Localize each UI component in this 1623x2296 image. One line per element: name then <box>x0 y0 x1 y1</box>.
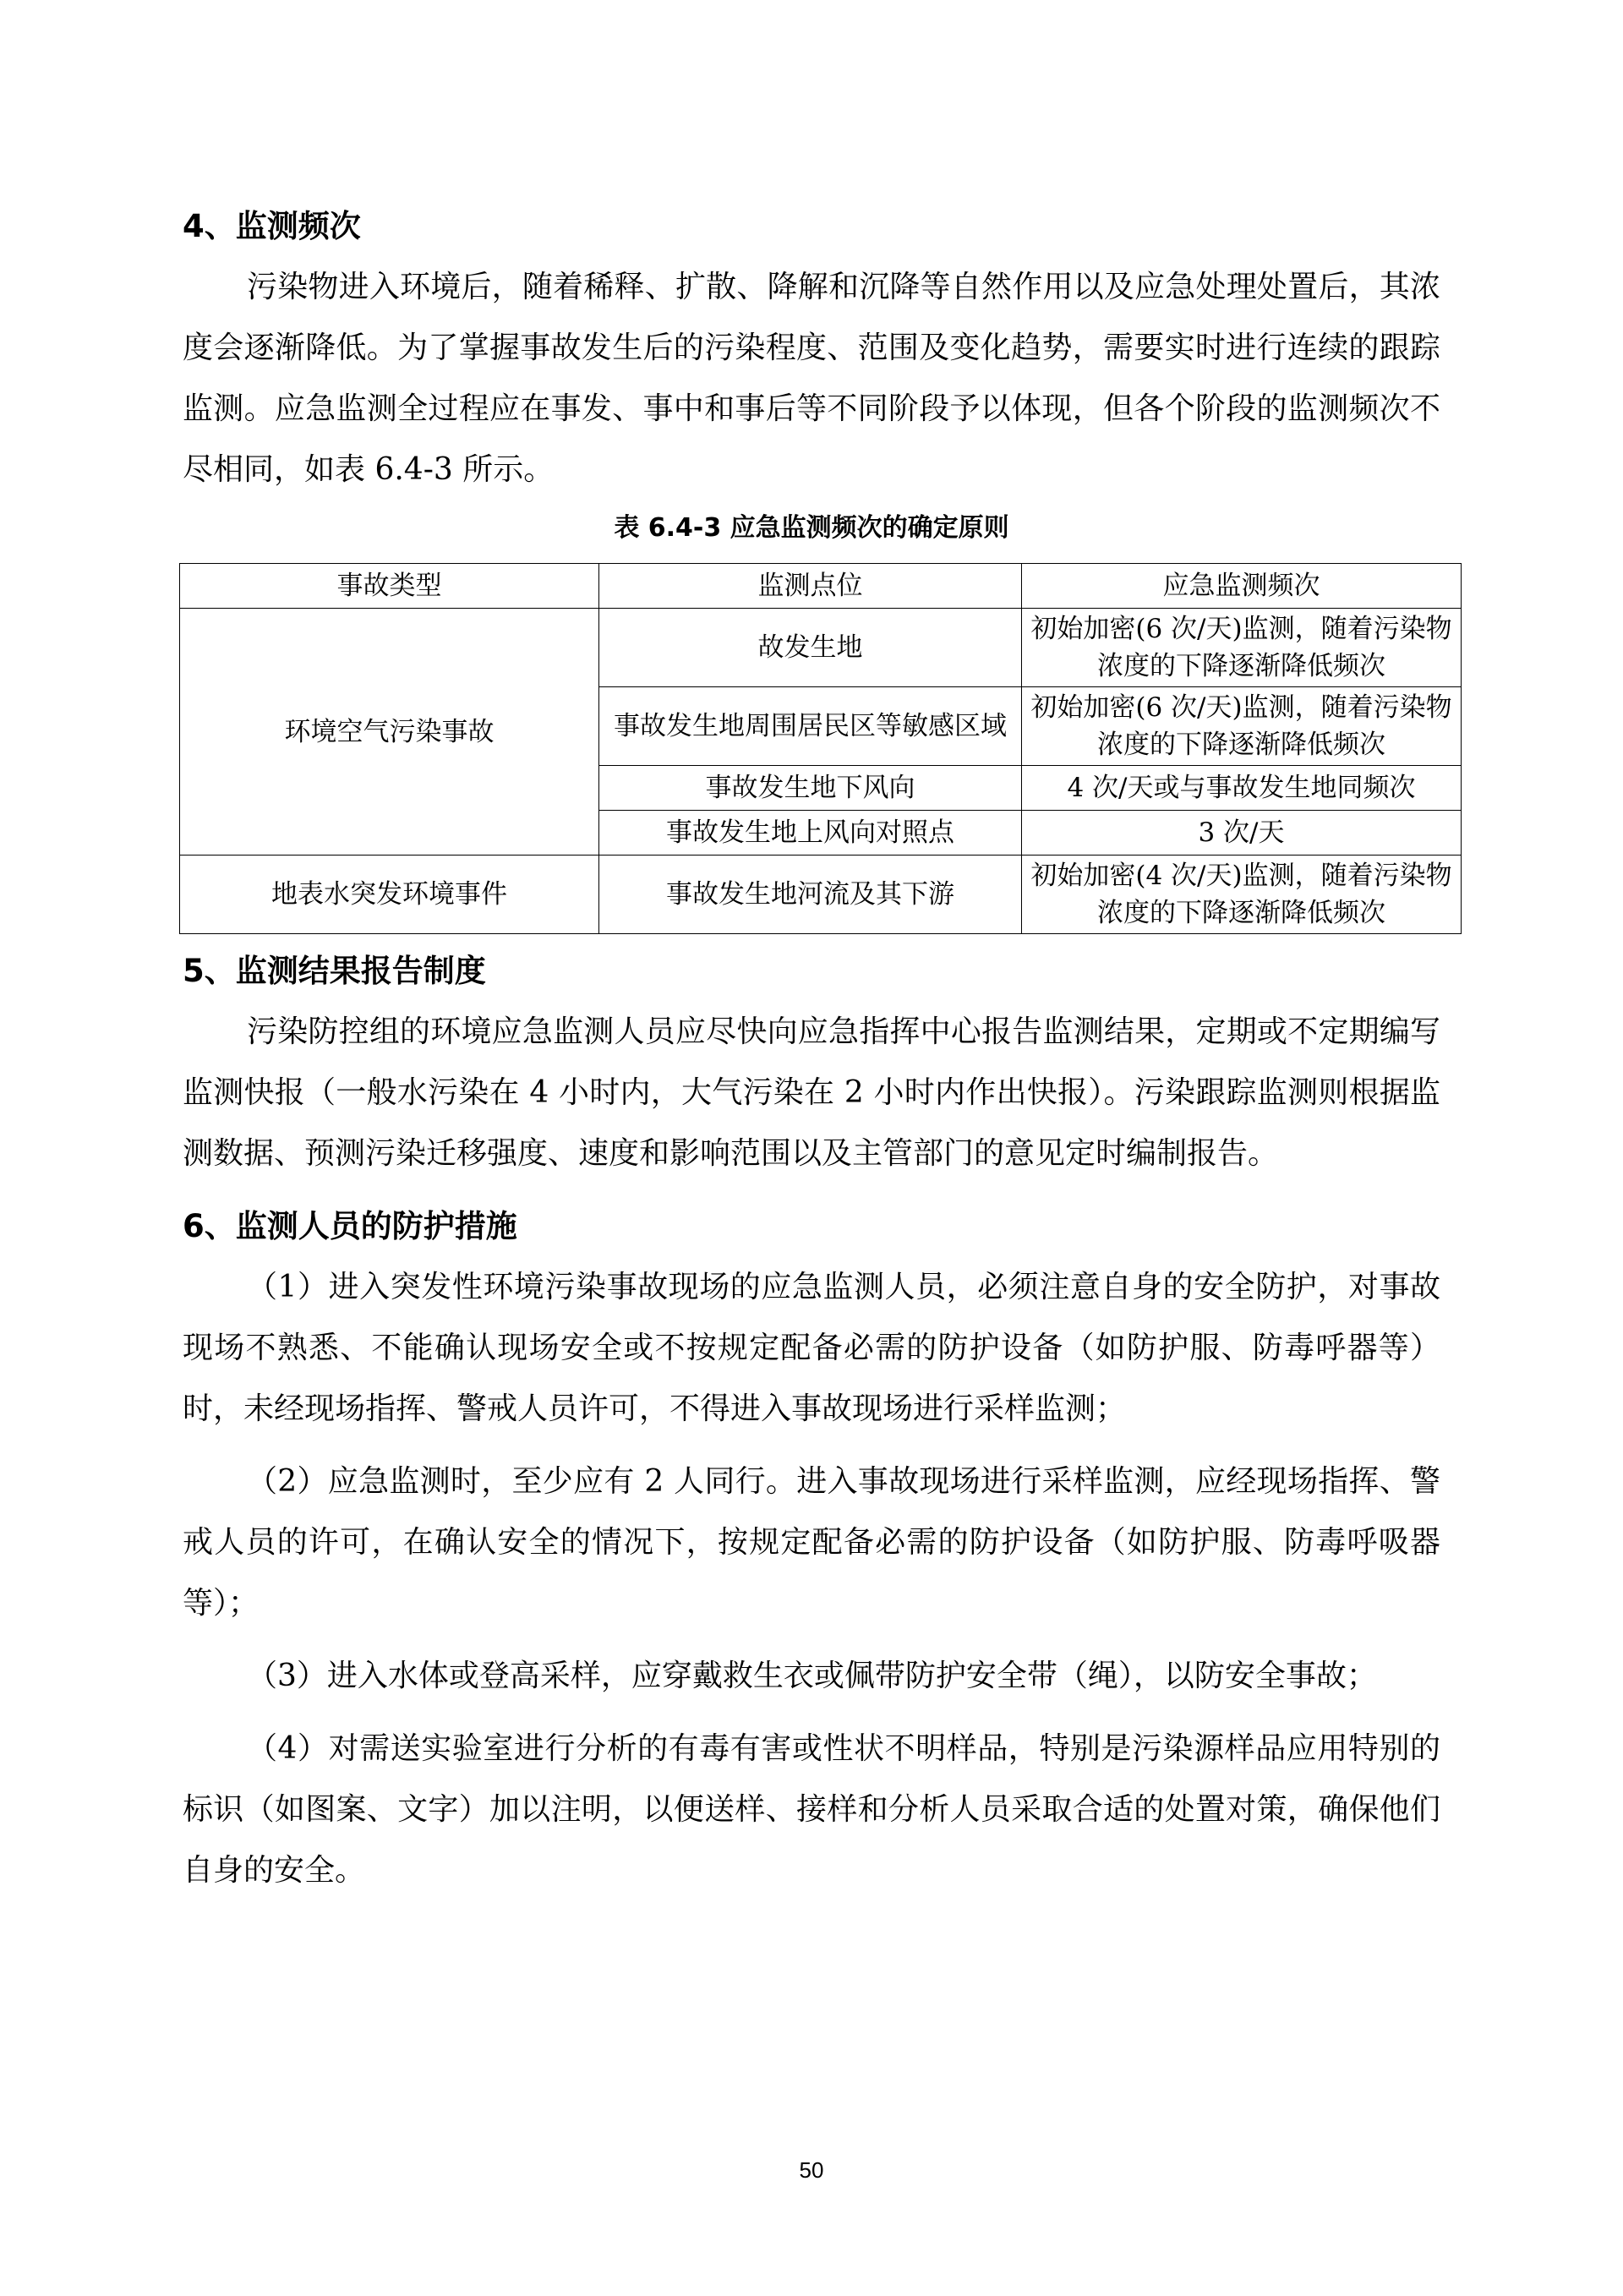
monitoring-point-cell: 事故发生地周围居民区等敏感区域 <box>599 687 1022 766</box>
section-5-heading: 5、监测结果报告制度 <box>183 953 486 989</box>
frequency-cell: 初始加密(6 次/天)监测，随着污染物浓度的下降逐渐降低频次 <box>1022 687 1462 766</box>
table-header-row <box>180 564 1462 609</box>
monitoring-frequency-table <box>179 563 1462 934</box>
header-monitoring-point: 监测点位 <box>599 564 1022 609</box>
page-number: 50 <box>799 2157 824 2183</box>
accident-type-cell: 环境空气污染事故 <box>180 609 599 856</box>
frequency-cell: 3 次/天 <box>1022 811 1462 856</box>
header-accident-type: 事故类型 <box>180 564 599 609</box>
table-caption: 表 6.4-3 应急监测频次的确定原则 <box>614 513 1009 543</box>
protection-item-1: （1）进入突发性环境污染事故现场的应急监测人员，必须注意自身的安全防护，对事故现场不熟悉、不能确认现场安全或不按规定配备必需的防护设备（如防护服、防毒呼器等）时，未经现场指挥、警戒人员许可，不得进入事故现场进行采样监测； <box>183 1270 1440 1426</box>
frequency-cell: 4 次/天或与事故发生地同频次 <box>1022 766 1462 811</box>
header-frequency: 应急监测频次 <box>1022 564 1462 609</box>
frequency-cell: 初始加密(4 次/天)监测，随着污染物浓度的下降逐渐降低频次 <box>1022 856 1462 934</box>
monitoring-point-cell: 事故发生地下风向 <box>599 766 1022 811</box>
monitoring-point-cell: 事故发生地河流及其下游 <box>599 856 1022 934</box>
page-content <box>183 196 1452 1901</box>
protection-item-4: （4）对需送实验室进行分析的有毒有害或性状不明样品，特别是污染源样品应用特别的标识（如图案、文字）加以注明，以便送样、接样和分析人员采取合适的处置对策，确保他们自身的安全。 <box>183 1731 1440 1888</box>
protection-item-3: （3）进入水体或登高采样，应穿戴救生衣或佩带防护安全带（绳），以防安全事故； <box>247 1659 1377 1693</box>
accident-type-cell: 地表水突发环境事件 <box>180 856 599 934</box>
table-row <box>180 609 1462 687</box>
section-6-heading: 6、监测人员的防护措施 <box>183 1208 517 1244</box>
protection-item-2: （2）应急监测时，至少应有 2 人同行。进入事故现场进行采样监测，应经现场指挥、警戒人员的许可，在确认安全的情况下，按规定配备必需的防护设备（如防护服、防毒呼吸器等）； <box>183 1464 1440 1621</box>
table-row <box>180 856 1462 934</box>
section-4-paragraph: 污染物进入环境后，随着稀释、扩散、降解和沉降等自然作用以及应急处理处置后，其浓度会逐渐降低。为了掌握事故发生后的污染程度、范围及变化趋势，需要实时进行连续的跟踪监测。应急监测全过程应在事发、事中和事后等不同阶段予以体现，但各个阶段的监测频次不尽相同，如表 6.4-3 所示。 <box>183 270 1440 487</box>
section-5-paragraph: 污染防控组的环境应急监测人员应尽快向应急指挥中心报告监测结果，定期或不定期编写监测快报（一般水污染在 4 小时内，大气污染在 2 小时内作出快报）。污染跟踪监测则根据监测数据、预测污染迁移强度、速度和影响范围以及主管部门的意见定时编制报告。 <box>183 1014 1440 1171</box>
monitoring-point-cell: 故发生地 <box>599 609 1022 687</box>
section-4-heading: 4、监测频次 <box>183 208 361 244</box>
monitoring-point-cell: 事故发生地上风向对照点 <box>599 811 1022 856</box>
frequency-cell: 初始加密(6 次/天)监测，随着污染物浓度的下降逐渐降低频次 <box>1022 609 1462 687</box>
